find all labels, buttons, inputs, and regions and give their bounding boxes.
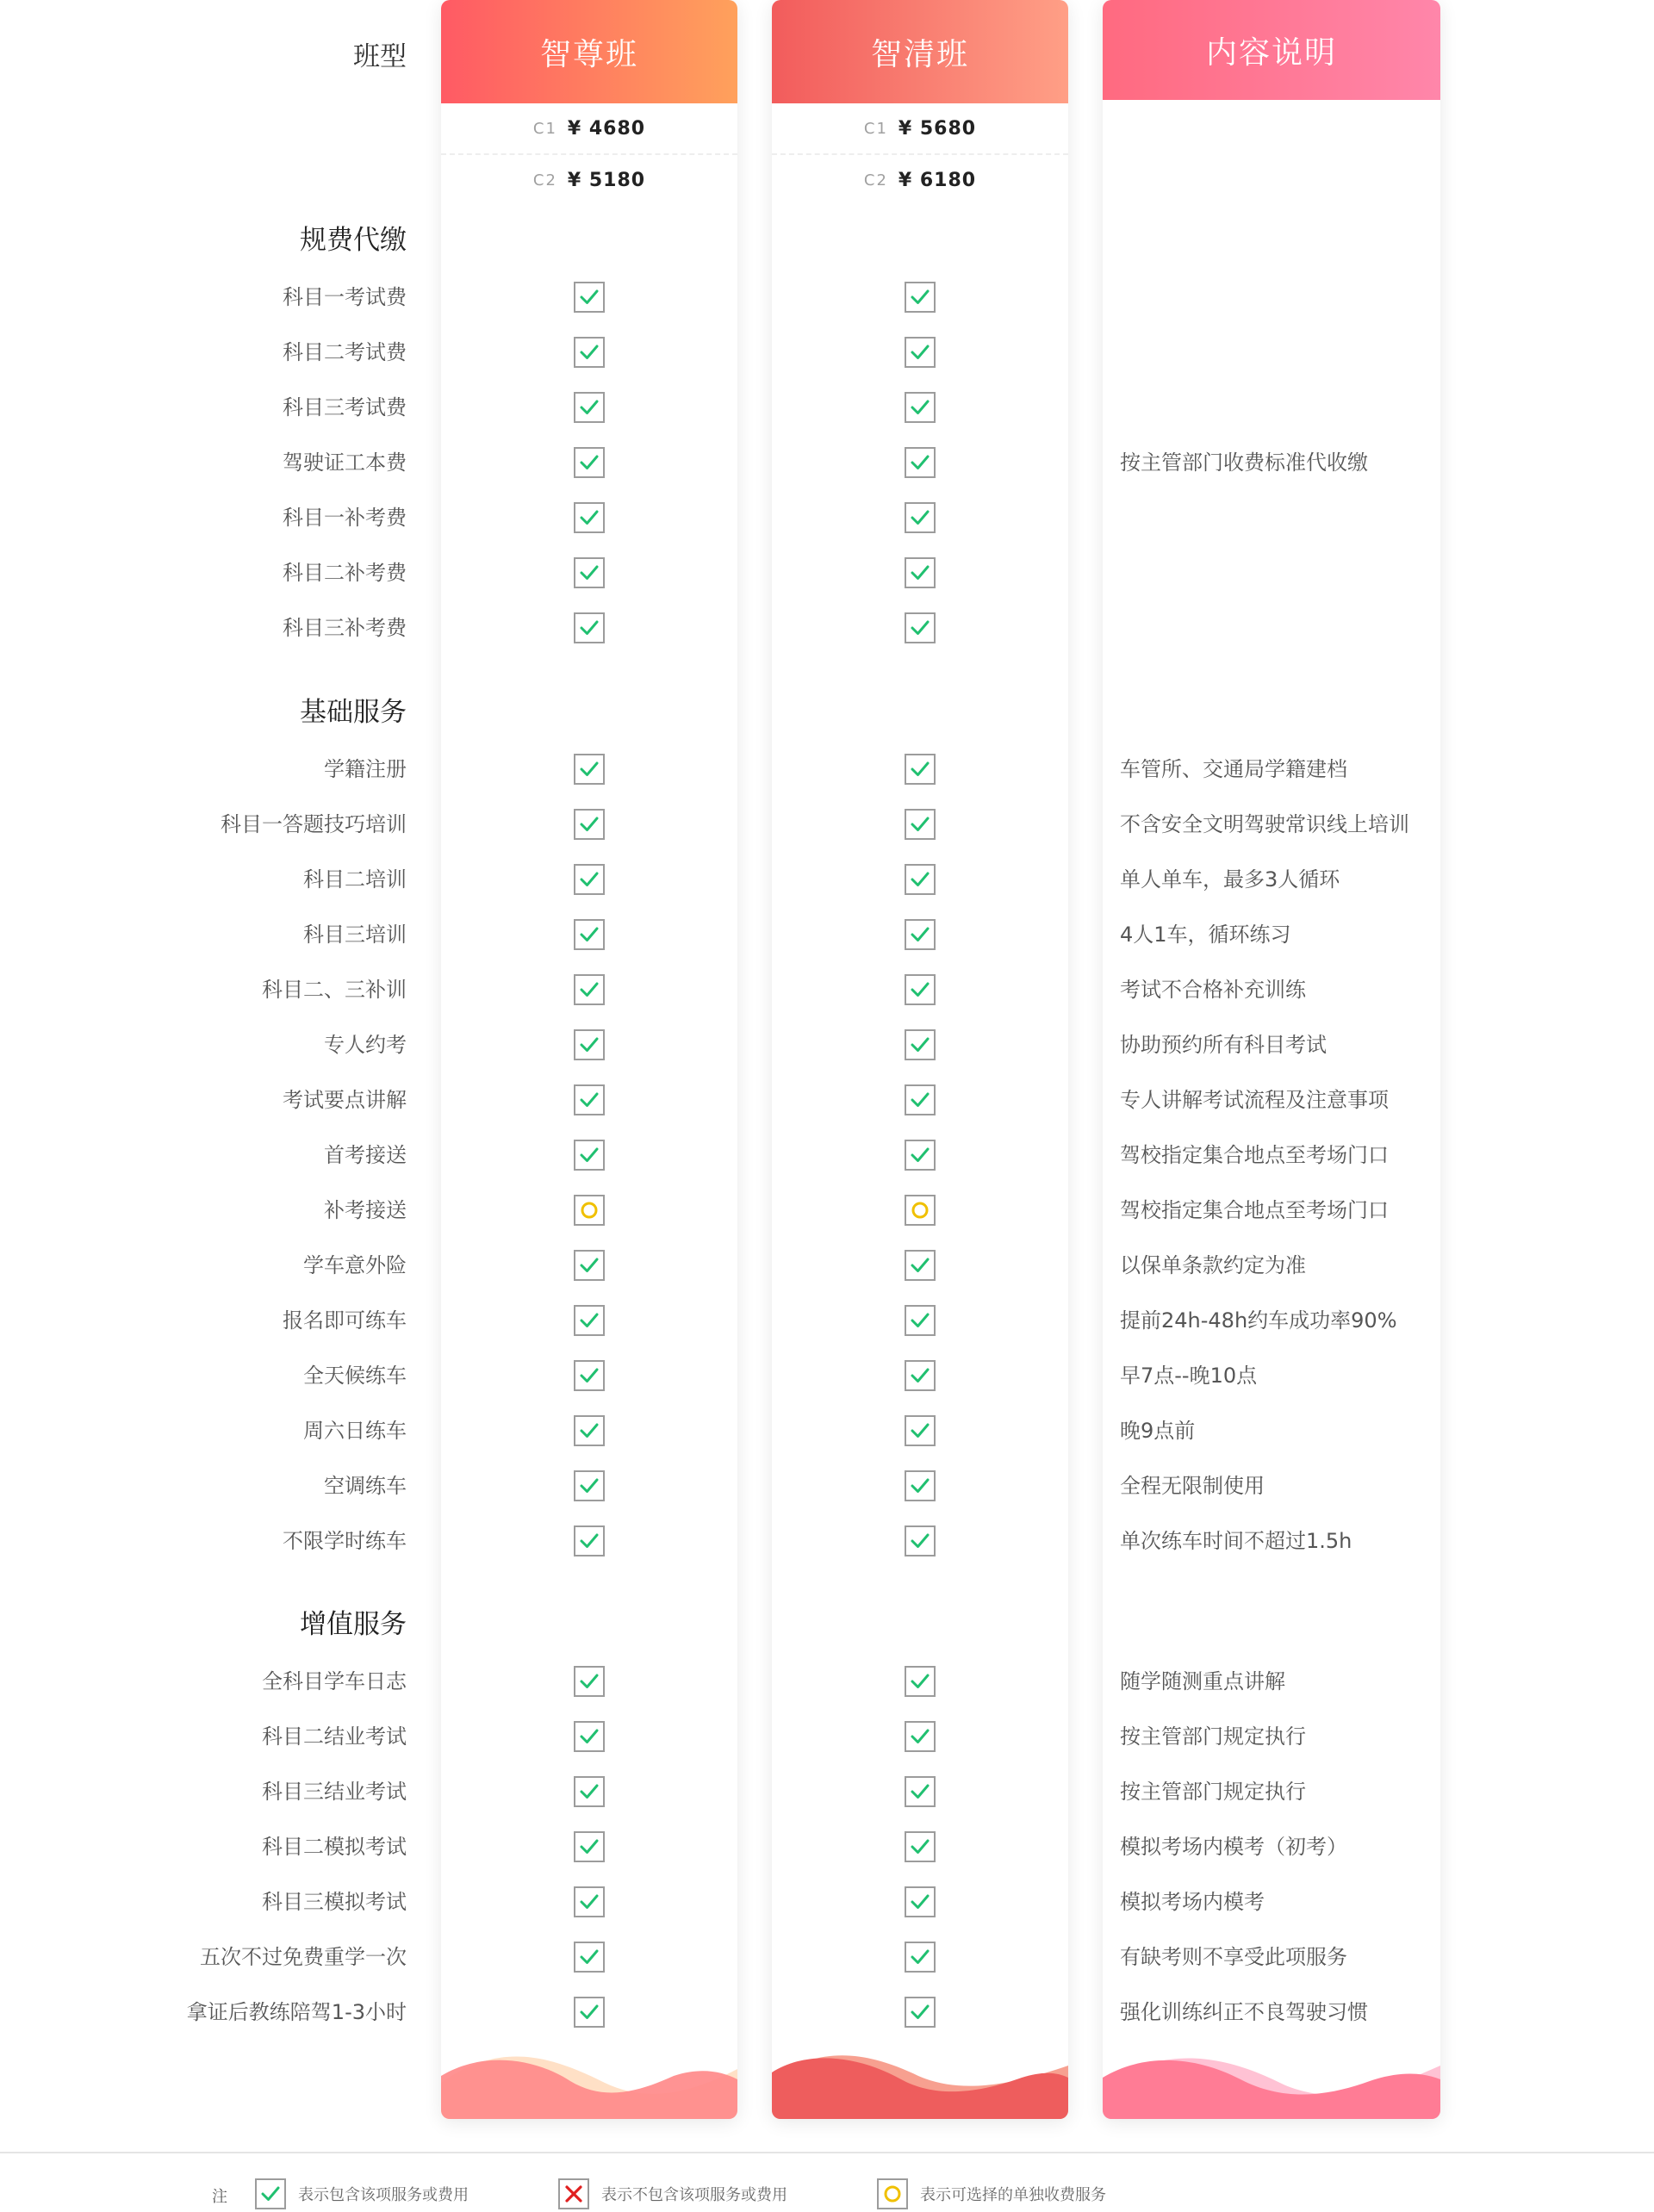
check-icon bbox=[574, 1886, 605, 1917]
check-icon bbox=[905, 1415, 936, 1446]
row-description: 模拟考场内模考 bbox=[1120, 1890, 1265, 1914]
check-icon bbox=[574, 502, 605, 533]
row-description: 单次练车时间不超过1.5h bbox=[1120, 1529, 1352, 1553]
row-description: 早7点--晚10点 bbox=[1120, 1364, 1258, 1388]
row-label: 全天候练车 bbox=[303, 1364, 407, 1388]
row-label: 科目一答题技巧培训 bbox=[221, 812, 407, 836]
row-label: 科目二考试费 bbox=[283, 340, 407, 364]
price-row-c1 bbox=[772, 103, 1068, 154]
price-value: ¥ 5180 bbox=[567, 169, 646, 191]
row-label: 科目三培训 bbox=[303, 923, 407, 947]
license-code: C2 bbox=[863, 171, 888, 190]
row-label: 考试要点讲解 bbox=[283, 1088, 407, 1112]
row-description: 有缺考则不享受此项服务 bbox=[1120, 1945, 1347, 1969]
row-description: 按主管部门规定执行 bbox=[1120, 1780, 1306, 1804]
row-label: 科目一补考费 bbox=[283, 506, 407, 530]
check-icon bbox=[255, 2178, 286, 2209]
license-code: C1 bbox=[532, 119, 557, 138]
legend-note: 注 bbox=[212, 2188, 227, 2206]
card-wave-decoration bbox=[772, 2050, 1068, 2119]
check-icon bbox=[905, 1776, 936, 1807]
legend-text: 表示包含该项服务或费用 bbox=[298, 2186, 469, 2204]
check-icon bbox=[905, 1029, 936, 1060]
check-icon bbox=[905, 1831, 936, 1862]
row-label: 报名即可练车 bbox=[283, 1308, 407, 1333]
row-label: 首考接送 bbox=[324, 1143, 407, 1167]
check-icon bbox=[905, 337, 936, 368]
row-label: 科目二模拟考试 bbox=[262, 1835, 407, 1859]
check-icon bbox=[574, 1470, 605, 1501]
description-title: 内容说明 bbox=[1205, 34, 1337, 71]
row-description: 强化训练纠正不良驾驶习惯 bbox=[1120, 2000, 1368, 2024]
check-icon bbox=[905, 919, 936, 950]
row-description: 按主管部门收费标准代收缴 bbox=[1120, 450, 1368, 475]
check-icon bbox=[574, 919, 605, 950]
row-description: 驾校指定集合地点至考场门口 bbox=[1120, 1198, 1389, 1222]
check-icon bbox=[905, 1666, 936, 1697]
row-label: 科目二、三补训 bbox=[262, 978, 407, 1002]
row-label: 科目二结业考试 bbox=[262, 1724, 407, 1749]
section-title: 增值服务 bbox=[300, 1609, 407, 1640]
price-value: ¥ 4680 bbox=[567, 117, 646, 140]
check-icon bbox=[574, 1525, 605, 1556]
legend-item-optional bbox=[877, 2177, 1106, 2211]
row-label: 不限学时练车 bbox=[283, 1529, 407, 1553]
check-icon bbox=[574, 1305, 605, 1336]
check-icon bbox=[574, 1831, 605, 1862]
row-label: 科目一考试费 bbox=[283, 285, 407, 309]
row-description: 驾校指定集合地点至考场门口 bbox=[1120, 1143, 1389, 1167]
check-icon bbox=[905, 1470, 936, 1501]
check-icon bbox=[905, 282, 936, 313]
check-icon bbox=[905, 1250, 936, 1281]
check-icon bbox=[574, 612, 605, 643]
row-label: 科目二培训 bbox=[303, 867, 407, 892]
check-icon bbox=[574, 1360, 605, 1391]
price-row-c2 bbox=[772, 154, 1068, 206]
row-description: 提前24h-48h约车成功率90% bbox=[1120, 1308, 1397, 1333]
check-icon bbox=[905, 392, 936, 423]
row-description: 模拟考场内模考（初考） bbox=[1120, 1835, 1347, 1859]
check-icon bbox=[574, 974, 605, 1005]
row-label: 空调练车 bbox=[324, 1474, 407, 1498]
row-description: 全程无限制使用 bbox=[1120, 1474, 1265, 1498]
row-label: 周六日练车 bbox=[303, 1419, 407, 1443]
check-icon bbox=[574, 1942, 605, 1973]
row-label: 科目三模拟考试 bbox=[262, 1890, 407, 1914]
row-description: 按主管部门规定执行 bbox=[1120, 1724, 1306, 1749]
card-wave-decoration bbox=[441, 2050, 737, 2119]
check-icon bbox=[574, 1997, 605, 2028]
check-icon bbox=[905, 557, 936, 588]
row-description: 单人单车，最多3人循环 bbox=[1120, 867, 1340, 892]
check-icon bbox=[905, 809, 936, 840]
license-code: C1 bbox=[863, 119, 888, 138]
legend-text: 表示不包含该项服务或费用 bbox=[601, 2186, 787, 2204]
class-type-label: 班型 bbox=[353, 41, 407, 72]
check-icon bbox=[905, 1525, 936, 1556]
price-value: ¥ 6180 bbox=[898, 169, 977, 191]
check-icon bbox=[905, 1942, 936, 1973]
plan-header-premium bbox=[441, 0, 737, 103]
price-row-c1 bbox=[441, 103, 737, 154]
check-icon bbox=[905, 612, 936, 643]
check-icon bbox=[905, 1886, 936, 1917]
row-label: 学籍注册 bbox=[324, 757, 407, 781]
row-description: 不含安全文明驾驶常识线上培训 bbox=[1120, 812, 1409, 836]
row-label: 科目三补考费 bbox=[283, 616, 407, 640]
check-icon bbox=[905, 502, 936, 533]
check-icon bbox=[574, 337, 605, 368]
row-label: 五次不过免费重学一次 bbox=[200, 1945, 407, 1969]
check-icon bbox=[574, 754, 605, 785]
row-description: 晚9点前 bbox=[1120, 1419, 1196, 1443]
card-wave-decoration bbox=[1103, 2050, 1440, 2119]
row-label: 学车意外险 bbox=[303, 1253, 407, 1277]
check-icon bbox=[905, 1140, 936, 1171]
row-description: 专人讲解考试流程及注意事项 bbox=[1120, 1088, 1389, 1112]
section-title: 规费代缴 bbox=[300, 225, 407, 256]
plan-name-clear: 智清班 bbox=[870, 36, 969, 72]
row-label: 科目三结业考试 bbox=[262, 1780, 407, 1804]
check-icon bbox=[574, 1721, 605, 1752]
check-icon bbox=[905, 447, 936, 478]
check-icon bbox=[574, 1084, 605, 1115]
optional-circle-icon bbox=[877, 2178, 908, 2209]
check-icon bbox=[574, 1415, 605, 1446]
row-label: 全科目学车日志 bbox=[262, 1669, 407, 1693]
check-icon bbox=[574, 1776, 605, 1807]
cross-icon bbox=[558, 2178, 589, 2209]
optional-circle-icon bbox=[905, 1195, 936, 1226]
check-icon bbox=[574, 1250, 605, 1281]
legend-item-check bbox=[255, 2177, 469, 2211]
check-icon bbox=[905, 1084, 936, 1115]
row-description: 4人1车，循环练习 bbox=[1120, 923, 1291, 947]
legend-text: 表示可选择的单独收费服务 bbox=[920, 2186, 1106, 2204]
license-code: C2 bbox=[532, 171, 557, 190]
row-description: 车管所、交通局学籍建档 bbox=[1120, 757, 1347, 781]
check-icon bbox=[574, 392, 605, 423]
check-icon bbox=[905, 1997, 936, 2028]
row-description: 以保单条款约定为准 bbox=[1120, 1253, 1306, 1277]
section-title: 基础服务 bbox=[300, 697, 407, 728]
row-description: 协助预约所有科目考试 bbox=[1120, 1033, 1327, 1057]
row-label: 科目三考试费 bbox=[283, 395, 407, 419]
row-label: 补考接送 bbox=[324, 1198, 407, 1222]
check-icon bbox=[905, 864, 936, 895]
check-icon bbox=[574, 447, 605, 478]
check-icon bbox=[905, 754, 936, 785]
row-description: 考试不合格补充训练 bbox=[1120, 978, 1306, 1002]
plan-header-clear bbox=[772, 0, 1068, 103]
check-icon bbox=[574, 864, 605, 895]
price-row-c2 bbox=[441, 154, 737, 206]
description-header bbox=[1103, 0, 1440, 100]
row-description: 随学随测重点讲解 bbox=[1120, 1669, 1285, 1693]
row-label: 拿证后教练陪驾1-3小时 bbox=[186, 2000, 407, 2024]
check-icon bbox=[905, 974, 936, 1005]
plan-name-premium: 智尊班 bbox=[539, 36, 638, 72]
optional-circle-icon bbox=[574, 1195, 605, 1226]
check-icon bbox=[574, 1140, 605, 1171]
check-icon bbox=[574, 282, 605, 313]
check-icon bbox=[905, 1305, 936, 1336]
check-icon bbox=[574, 809, 605, 840]
check-icon bbox=[905, 1721, 936, 1752]
check-icon bbox=[905, 1360, 936, 1391]
check-icon bbox=[574, 1029, 605, 1060]
footer-divider bbox=[0, 2152, 1654, 2153]
check-icon bbox=[574, 1666, 605, 1697]
row-label: 科目二补考费 bbox=[283, 561, 407, 585]
check-icon bbox=[574, 557, 605, 588]
price-value: ¥ 5680 bbox=[898, 117, 977, 140]
row-label: 专人约考 bbox=[324, 1033, 407, 1057]
legend-item-cross bbox=[558, 2177, 787, 2211]
row-label: 驾驶证工本费 bbox=[283, 450, 407, 475]
